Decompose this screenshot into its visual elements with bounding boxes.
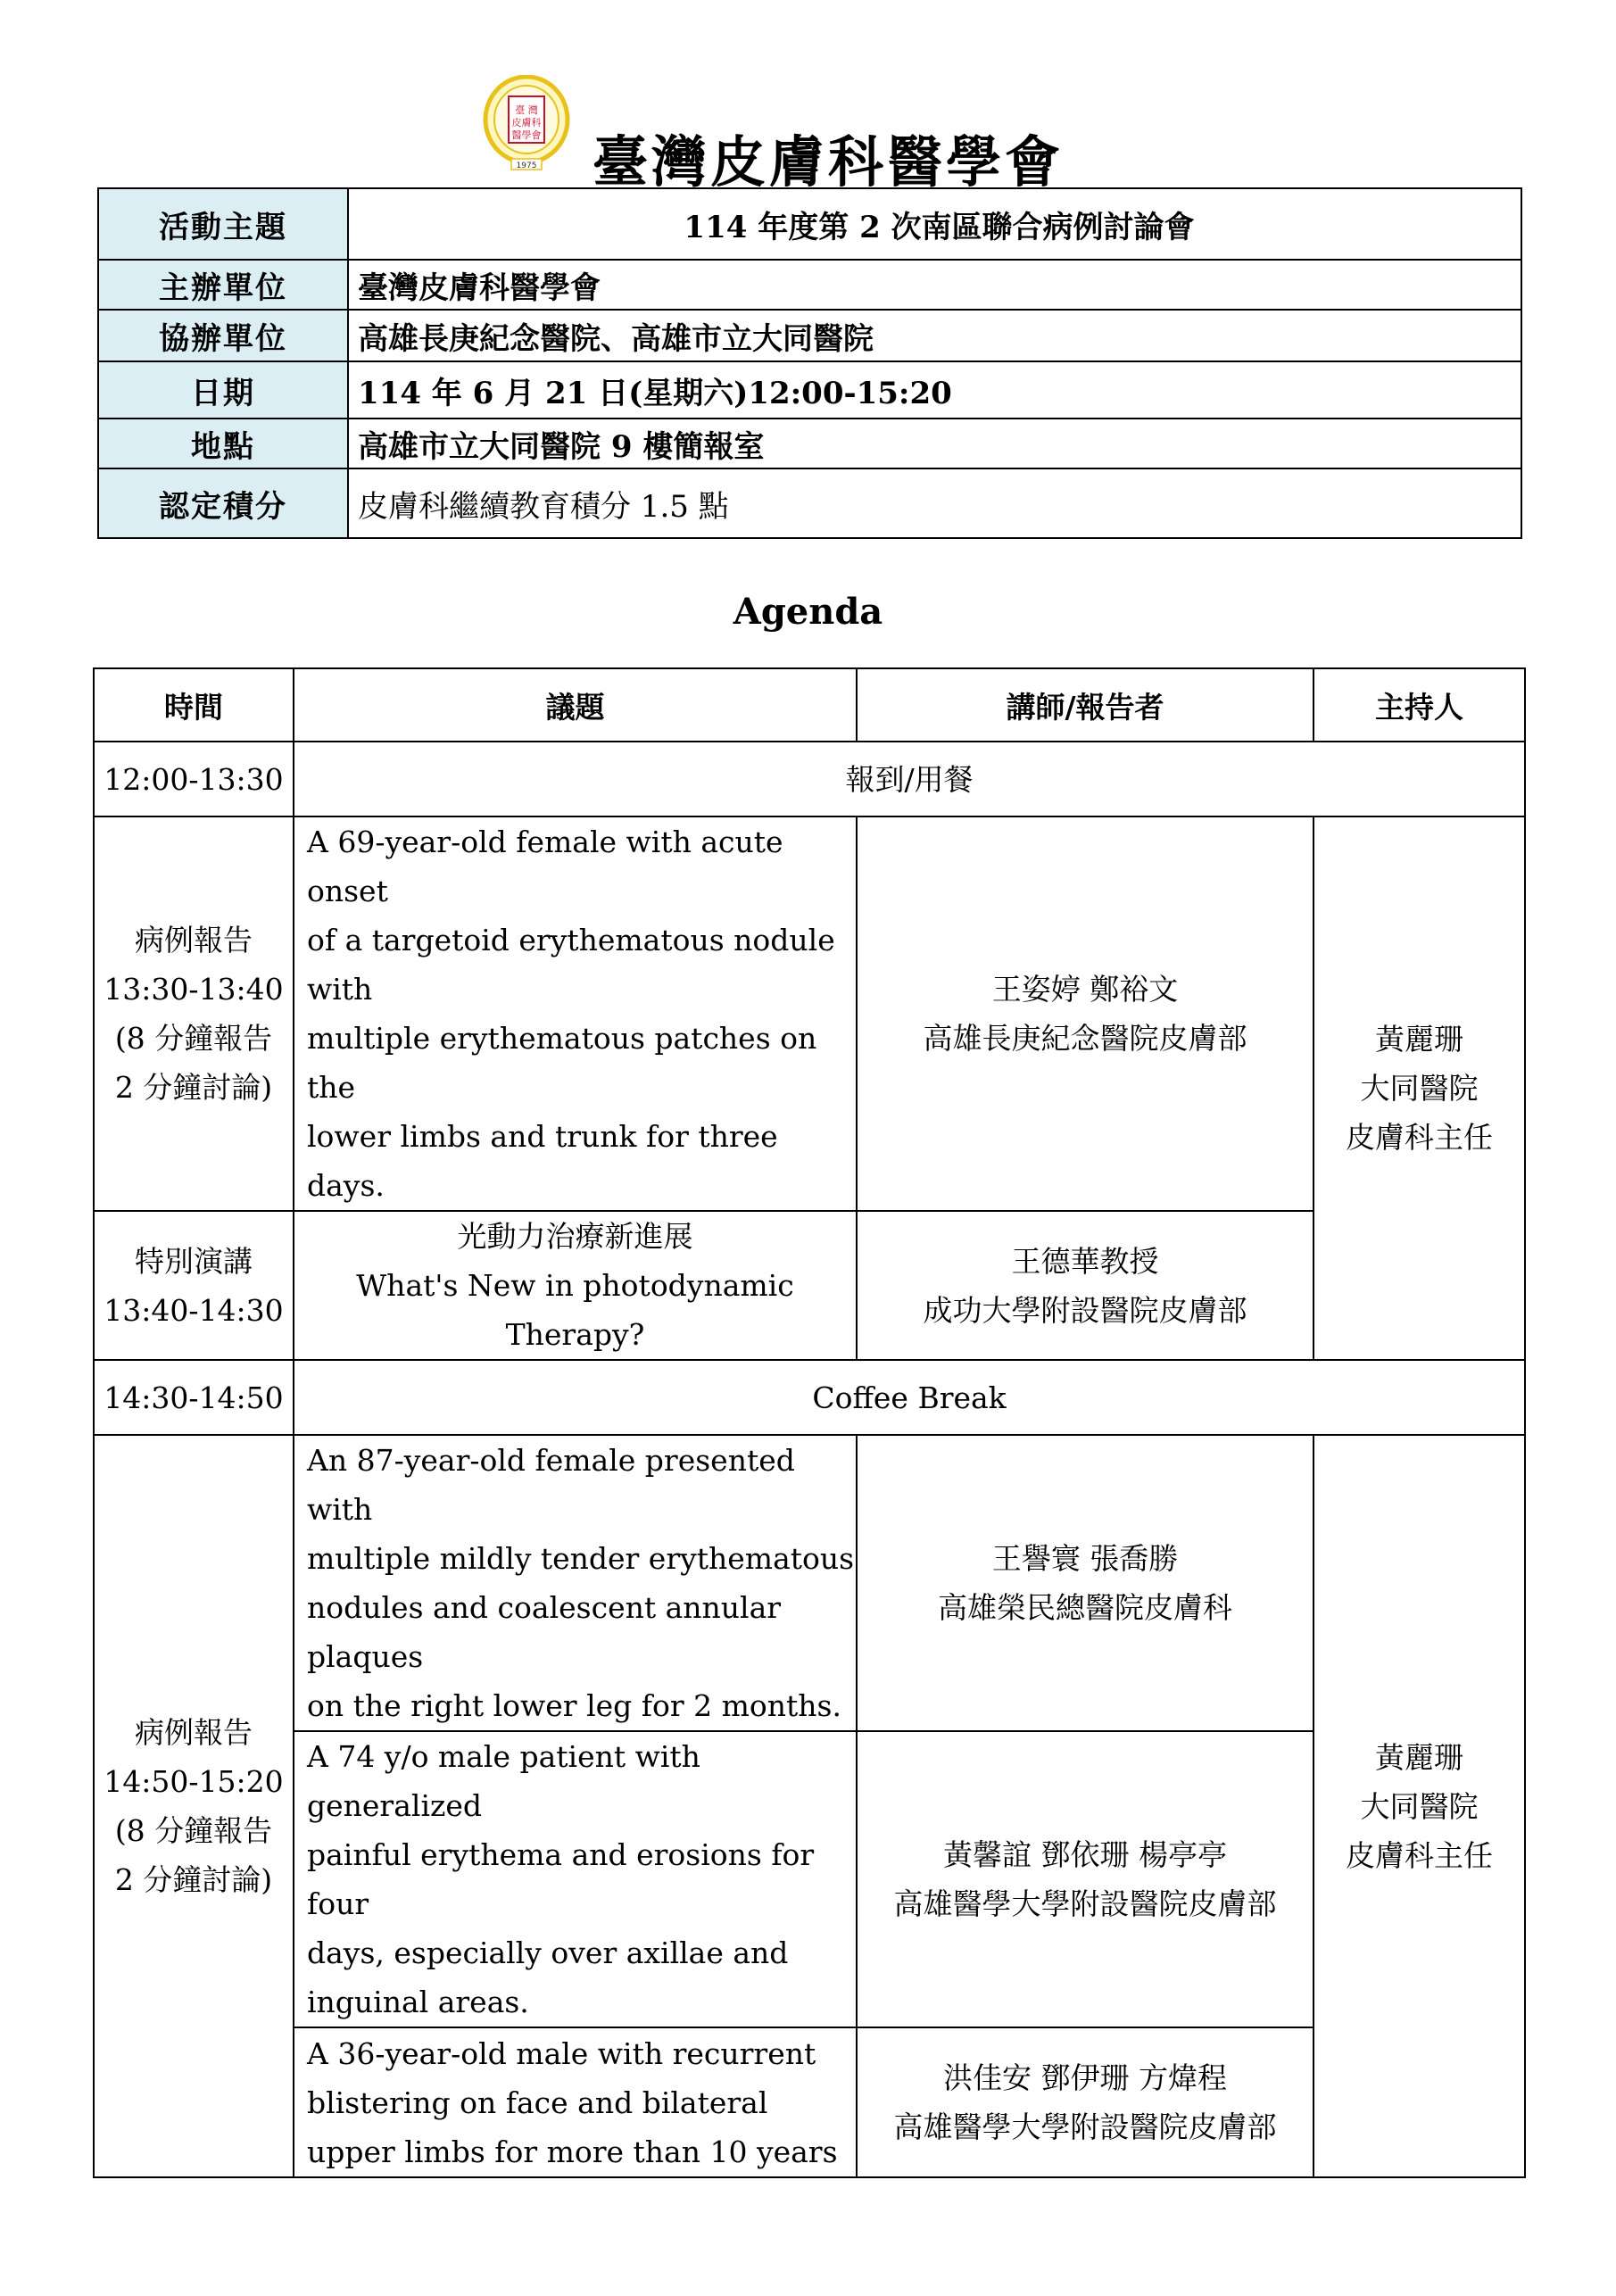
header-speaker: 講師/報告者	[857, 668, 1314, 742]
speaker-affiliation: 高雄醫學大學附設醫院皮膚部	[893, 2110, 1277, 2144]
moderator-cell	[1314, 816, 1525, 1360]
info-label: 認定積分	[98, 468, 348, 538]
speaker-affiliation: 成功大學附設醫院皮膚部	[923, 1292, 1247, 1328]
page-header	[0, 71, 1616, 195]
time-cell: 12:00-13:30	[94, 742, 294, 816]
topic-line: blistering on face and bilateral	[307, 2085, 768, 2120]
association-seal-icon	[482, 75, 571, 171]
info-label: 主辦單位	[98, 260, 348, 310]
agenda-header-row	[94, 668, 1525, 742]
agenda-table	[93, 667, 1526, 2178]
organization-title: 臺灣皮膚科醫學會	[593, 129, 1065, 195]
topic-cell	[294, 1211, 857, 1360]
agenda-row-break	[94, 1360, 1525, 1435]
topic-line: 光動力治療新進展	[457, 1219, 693, 1254]
svg-text:醫學會: 醫學會	[511, 129, 542, 141]
event-info-table	[97, 187, 1522, 539]
speaker-cell	[857, 1731, 1314, 2027]
topic-line: What's New in photodynamic Therapy?	[356, 1268, 794, 1352]
topic-line: of a targetoid erythematous nodule with	[307, 923, 835, 1007]
co-organizer: 高雄長庚紀念醫院、高雄市立大同醫院	[348, 310, 1521, 361]
time-cell	[94, 816, 294, 1211]
session-type: 特別演講	[135, 1243, 253, 1279]
moderator-name: 黃麗珊	[1375, 1739, 1463, 1775]
info-label: 活動主題	[98, 188, 348, 260]
topic-line: days, especially over axillae and	[307, 1935, 789, 1970]
topic-cell: Coffee Break	[294, 1360, 1525, 1435]
organizer: 臺灣皮膚科醫學會	[348, 260, 1521, 310]
time-range: 14:50-15:20	[104, 1764, 284, 1799]
topic-cell	[294, 1731, 857, 2027]
topic-line: A 36-year-old male with recurrent	[307, 2035, 816, 2071]
speaker-cell	[857, 1211, 1314, 1360]
info-row-venue	[98, 419, 1521, 468]
time-note: (8 分鐘報告	[114, 1813, 273, 1848]
agenda-row-case1	[94, 816, 1525, 1211]
event-theme: 114 年度第 2 次南區聯合病例討論會	[348, 188, 1521, 260]
credits: 皮膚科繼續教育積分 1.5 點	[348, 468, 1521, 538]
svg-text:皮膚科: 皮膚科	[511, 117, 542, 128]
header-topic: 議題	[294, 668, 857, 742]
header-moderator: 主持人	[1314, 668, 1525, 742]
topic-line: inguinal areas.	[307, 1985, 529, 2019]
time-cell: 14:30-14:50	[94, 1360, 294, 1435]
moderator-title: 皮膚科主任	[1346, 1120, 1493, 1155]
topic-line: multiple mildly tender erythematous	[307, 1541, 855, 1576]
header-time: 時間	[94, 668, 294, 742]
info-row-credits	[98, 468, 1521, 538]
speaker-names: 王德華教授	[1011, 1243, 1159, 1279]
topic-line: lower limbs and trunk for three days.	[307, 1119, 778, 1203]
moderator-cell	[1314, 1435, 1525, 2177]
agenda-row-case2	[94, 1435, 1525, 1731]
topic-line: on the right lower leg for 2 months.	[307, 1688, 841, 1723]
agenda-row-registration	[94, 742, 1525, 816]
speaker-affiliation: 高雄榮民總醫院皮膚科	[938, 1590, 1232, 1625]
topic-line: multiple erythematous patches on the	[307, 1021, 817, 1105]
speaker-cell	[857, 1435, 1314, 1731]
moderator-title: 皮膚科主任	[1346, 1837, 1493, 1873]
agenda-row-case4	[94, 2027, 1525, 2177]
topic-cell	[294, 2027, 857, 2177]
time-note: 2 分鐘討論)	[114, 1070, 273, 1105]
svg-text:臺 灣: 臺 灣	[515, 104, 538, 116]
event-date: 114 年 6 月 21 日(星期六)12:00-15:20	[348, 361, 1521, 419]
agenda-row-case3	[94, 1731, 1525, 2027]
time-cell	[94, 1211, 294, 1360]
speaker-names: 王譽寰 張喬勝	[991, 1541, 1179, 1576]
info-label: 日期	[98, 361, 348, 419]
info-row-organizer	[98, 260, 1521, 310]
info-label: 協辦單位	[98, 310, 348, 361]
speaker-names: 黃馨誼 鄧依珊 楊亭亭	[943, 1837, 1227, 1872]
time-cell	[94, 1435, 294, 2177]
speaker-affiliation: 高雄醫學大學附設醫院皮膚部	[893, 1886, 1277, 1921]
moderator-name: 黃麗珊	[1375, 1022, 1463, 1057]
topic-line: nodules and coalescent annular plaques	[307, 1590, 782, 1674]
time-note: 2 分鐘討論)	[114, 1862, 273, 1897]
topic-cell: 報到/用餐	[294, 742, 1525, 816]
speaker-names: 洪佳安 鄧伊珊 方煒程	[943, 2060, 1227, 2095]
time-range: 13:40-14:30	[104, 1292, 284, 1328]
session-type: 病例報告	[135, 923, 253, 957]
moderator-affiliation: 大同醫院	[1360, 1788, 1479, 1824]
topic-line: A 74 y/o male patient with generalized	[307, 1739, 700, 1823]
info-label: 地點	[98, 419, 348, 468]
info-row-date	[98, 361, 1521, 419]
speaker-cell	[857, 816, 1314, 1211]
venue: 高雄市立大同醫院 9 樓簡報室	[348, 419, 1521, 468]
topic-line: upper limbs for more than 10 years	[307, 2134, 838, 2169]
topic-line: painful erythema and erosions for four	[307, 1837, 815, 1921]
speaker-cell	[857, 2027, 1314, 2177]
session-type: 病例報告	[135, 1715, 253, 1750]
topic-cell	[294, 1435, 857, 1731]
info-row-theme	[98, 188, 1521, 260]
info-row-co-organizer	[98, 310, 1521, 361]
time-note: (8 分鐘報告	[114, 1021, 273, 1056]
agenda-row-special	[94, 1211, 1525, 1360]
moderator-affiliation: 大同醫院	[1360, 1071, 1479, 1106]
topic-cell	[294, 816, 857, 1211]
topic-line: An 87-year-old female presented with	[307, 1443, 795, 1527]
agenda-title: Agenda	[733, 591, 883, 633]
speaker-names: 王姿婷 鄭裕文	[991, 972, 1179, 1007]
topic-line: A 69-year-old female with acute onset	[307, 825, 783, 908]
logo-year: 1975	[516, 162, 537, 170]
time-range: 13:30-13:40	[104, 972, 284, 1007]
speaker-affiliation: 高雄長庚紀念醫院皮膚部	[923, 1021, 1247, 1056]
